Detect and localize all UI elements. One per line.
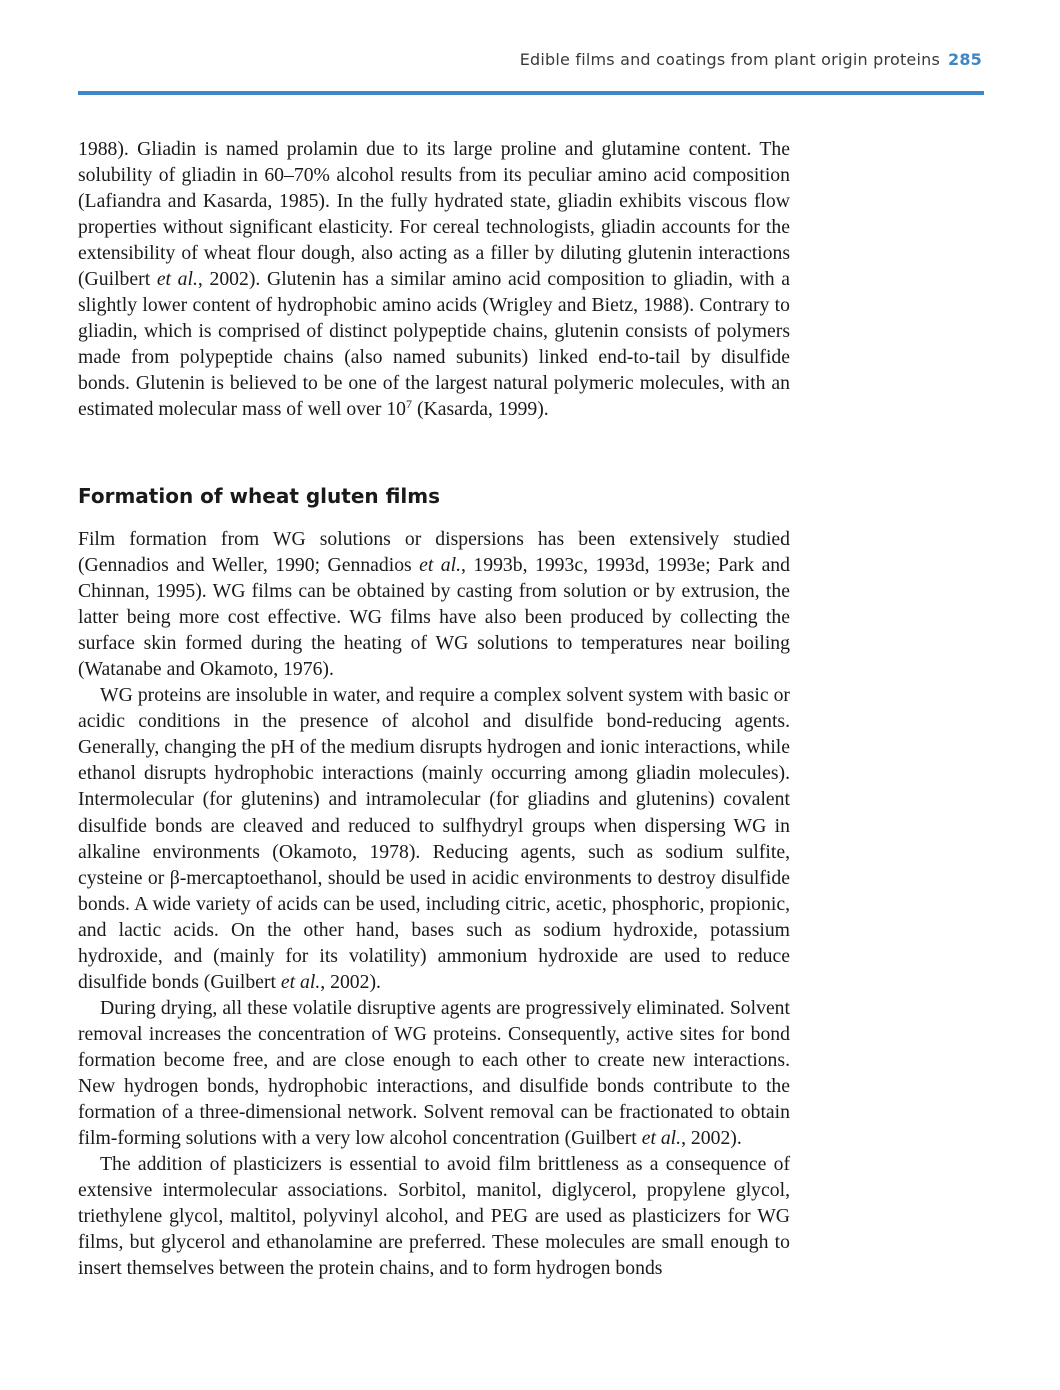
citation-et-al: et al.: [419, 554, 462, 577]
header-rule: [78, 91, 984, 95]
paragraph-text: The addition of plasticizers is essential to avoid film brittleness as a consequence of extensive intermolecular associations. Sorbitol, manitol, diglycerol, propylene glycol, triethylene glycol, maltitol, polyvinyl alcohol, and PEG are used as plasticizers for WG films, but glycerol and ethanolamine are preferred. These molecules are small enough to insert themselves between the protein chains, and to form hydrogen bonds: [78, 1153, 790, 1280]
section-heading: Formation of wheat gluten films: [78, 484, 441, 508]
citation-et-al: et al.: [280, 970, 321, 993]
superscript-exponent: 7: [406, 397, 413, 412]
paragraph-drying: [78, 995, 790, 1151]
page-number: 285: [948, 50, 982, 69]
citation-et-al: et al.: [156, 268, 198, 291]
citation-et-al: et al.: [641, 1127, 682, 1150]
text-block-continuation: [78, 136, 790, 423]
paragraph-text: WG proteins are insoluble in water, and require a complex solvent system with basic or acidic conditions in the presence of alcohol and disulfide bond-reducing agents. Generally, changing the pH of the medium disrupts hydrogen and ionic interactions, while ethanol disrupts hydrophobic interactions (mainly occurring among gliadin molecules). Intermolecular (for glutenins) and intramolecular (for gliadins and glutenins) covalent disulfide bonds are cleaved and reduced to sulfhydryl groups when dispersing WG in alkaline environments (Okamoto, 1978). Reducing agents, such as sodium sulfite, cysteine or β-mercaptoethanol, should be used in acidic environments to destroy disulfide bonds. A wide variety of acids can be used, including citric, acetic, phosphoric, propionic, and lactic acids. On the other hand, bases such as sodium hydroxide, potassium hydroxide, and (mainly for its volatility) ammonium hydroxide are used to reduce disulfide bonds (Guilbert: [78, 684, 790, 993]
paragraph-text: , 2002).: [681, 1127, 742, 1150]
paragraph-text: Film formation from WG solutions or dispersions has been extensively studied (Gennadios and Weller, 1990; Gennadios: [78, 528, 790, 577]
paragraph-film-formation: [78, 526, 790, 682]
text-block-section: [78, 526, 790, 1281]
paragraph-text: , 1993b, 1993c, 1993d, 1993e; Park and Chinnan, 1995). WG films can be obtained by casting from solution or by extrusion, the latter being more cost effective. WG films have also been produced by collecting the surface skin formed during the heating of WG solutions to temperatures near boiling (Watanabe and Okamoto, 1976).: [78, 554, 790, 681]
paragraph-text: , 2002).: [320, 970, 381, 993]
paragraph-solvent-system: [78, 682, 790, 995]
paragraph-gliadin-glutenin: [78, 136, 790, 423]
paragraph-text: During drying, all these volatile disruptive agents are progressively eliminated. Solvent removal increases the concentration of WG proteins. Consequently, active sites for bond formation become free, and are close enough to each other to create new interactions. New hydrogen bonds, hydrophobic interactions, and disulfide bonds contribute to the formation of a three-dimensional network. Solvent removal can be fractionated to obtain film-forming solutions with a very low alcohol concentration (Guilbert: [78, 996, 790, 1150]
paragraph-text: , 2002). Glutenin has a similar amino acid composition to gliadin, with a slightly lower content of hydrophobic amino acids (Wrigley and Bietz, 1988). Contrary to gliadin, which is comprised of distinct polypeptide chains, glutenin consists of polymers made from polypeptide chains (also named subunits) linked end-to-tail by disulfide bonds. Glutenin is believed to be one of the largest natural polymeric molecules, with an estimated molecular mass of well over 10: [78, 268, 790, 421]
paragraph-plasticizers: [78, 1151, 790, 1281]
running-header: [520, 50, 982, 69]
paragraph-text: 1988). Gliadin is named prolamin due to its large proline and glutamine content. The solubility of gliadin in 60–70% alcohol results from its peculiar amino acid composition (Lafiandra and Kasarda, 1985). In the fully hydrated state, gliadin exhibits viscous flow properties without significant elasticity. For cereal technologists, gliadin accounts for the extensibility of wheat flour dough, also acting as a filler by diluting glutenin interactions (Guilbert: [78, 138, 790, 291]
paragraph-text: (Kasarda, 1999).: [412, 398, 549, 421]
running-title: Edible films and coatings from plant origin proteins: [519, 50, 940, 69]
